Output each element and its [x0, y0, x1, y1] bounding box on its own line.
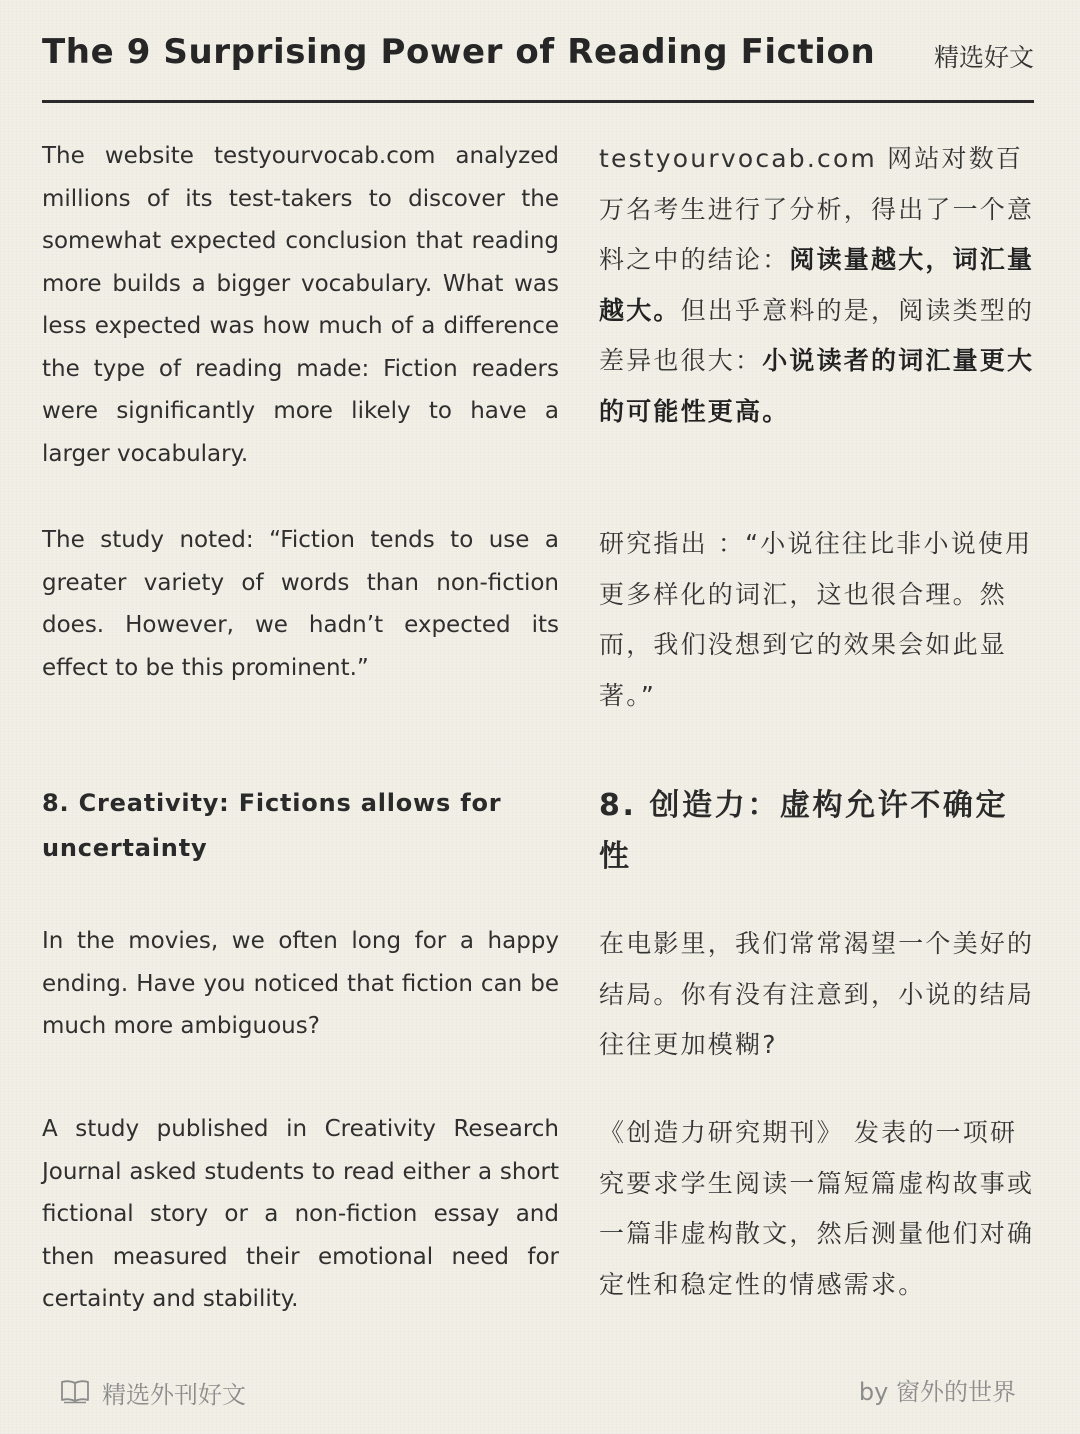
paragraph-1-chinese-part-c: 但出乎意料的是，阅读类型的差异也很大： — [599, 295, 1035, 375]
category-tag: 精选好文 — [933, 43, 1034, 72]
footer-author: by 窗外的世界 — [858, 1378, 1016, 1406]
paragraph-1-chinese-bold-b: 阅读量越大，词汇量越大。 — [599, 245, 1035, 325]
header-divider — [42, 100, 1034, 103]
section-8-heading-english: 8. Creativity: Fictions allows for uncertainty — [42, 789, 502, 862]
paragraph-2-english: The study noted: “Fiction tends to use a greater variety of words than non-fiction does. However, we hadn’t expected its effect to be this prominent.” — [42, 527, 559, 681]
section-8-heading-chinese: 8. 创造力：虚构允许不确定性 — [599, 788, 1009, 874]
paragraph-4-chinese: 《创造力研究期刊》 发表的一项研究要求学生阅读一篇短篇虚构故事或一篇非虚构散文，然后测量他们对确定性和稳定性的情感需求。 — [599, 1118, 1035, 1299]
header — [42, 30, 1034, 100]
footer-source — [60, 1374, 246, 1410]
footer-source-label: 精选外刊好文 — [102, 1380, 246, 1409]
page-title: The 9 Surprising Power of Reading Fiction — [42, 32, 876, 72]
paragraph-2-chinese: 研究指出 ：“小说往往比非小说使用更多样化的词汇，这也很合理。然而，我们没想到它的效果会如此显著。” — [599, 529, 1033, 710]
paragraph-3-chinese: 在电影里，我们常常渴望一个美好的结局。你有没有注意到，小说的结局往往更加模糊? — [599, 929, 1035, 1059]
paragraph-4-english: A study published in Creativity Research Journal asked students to read either a short fictional story or a non-fiction essay and then measured their emotional need for certainty and stability. — [42, 1116, 559, 1312]
paragraph-1-chinese-bold-d: 小说读者的词汇量更大的可能性更高。 — [599, 346, 1035, 426]
paragraph-3-english: In the movies, we often long for a happy ending. Have you noticed that fiction can be much more ambiguous? — [42, 928, 559, 1039]
paragraph-1-chinese-part-a: testyourvocab.com 网站对数百万名考生进行了分析，得出了一个意料之中的结论： — [599, 144, 1035, 274]
paragraph-1-chinese — [599, 134, 1035, 437]
book-icon — [60, 1379, 90, 1405]
paragraph-1-english: The website testyourvocab.com analyzed millions of its test-takers to discover the somewhat expected conclusion that reading more builds a bigger vocabulary. What was less expected was how much of a difference the type of reading made: Fiction readers were significantly more likely to have a larger vocabulary. — [42, 143, 559, 467]
